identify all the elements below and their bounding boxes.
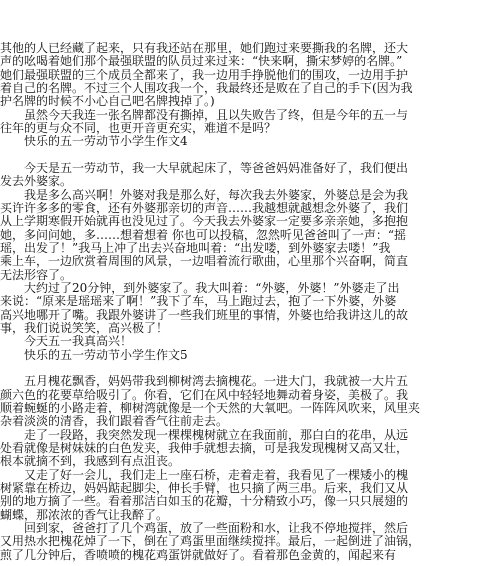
text-line: 她，多问问她，多……想着想着 你也可以投稿，忽然听见爸爸叫了一声：“摇: [0, 228, 406, 242]
text-line: 她们最强联盟的三个成员全都来了，我一边用手挣脱他们的围攻，一边用手护: [0, 68, 409, 82]
text-line: 大约过了20分钟，到外婆家了。我大叫着：“外婆，外婆！”外婆走了出: [0, 282, 400, 295]
text-line: [0, 149, 500, 162]
text-line: 从上学期寒假开始就再也没见过了。今天我去外婆家一定要多亲亲她，多抱抱: [0, 215, 409, 229]
text-line: 护名牌的时候不小心自己吧名牌拽掉了。): [0, 95, 215, 109]
text-line: 瑶，出发了！”我马上冲了出去兴奋地叫着：“出发喽，到外婆家去喽！”我: [0, 242, 391, 255]
text-line: 别的地方摘了一些。看着那洁白如玉的花瓣，十分精致小巧，像一只只展翅的: [0, 495, 409, 509]
text-line: 顺着蜿蜒的小路走着，柳树湾就像是一个天然的大氧吧。一阵阵风吹来，风里夹: [0, 402, 421, 415]
text-line: 煎了几分钟后，香喷喷的槐花鸡蛋饼就做好了。看着那色金黄的，闻起来有: [0, 548, 397, 562]
text-line: 着自己的名牌。不过三个人围攻我一个，我最终还是败在了自己的手下(因为我: [0, 82, 413, 95]
text-line: 杂着淡淡的清香，我们跟着香气往前走去。: [0, 415, 229, 429]
text-line: 根本就摘不到，我感到有点沮丧。: [0, 455, 181, 469]
text-line: 往年的更与众不同，也更开音更充实，难道不是吗？: [0, 122, 277, 135]
text-line: 声的吆喝着她们那个最强联盟的队员过来过来：“快来啊，撕宋梦婷的名牌。”: [0, 55, 403, 69]
text-line: 虽然今天我连一张名牌都没有撕掉，且以失败告了终，但是今年的五一与: [0, 108, 409, 122]
text-line: 回到家，爸爸打了几个鸡蛋，放了一些面粉和水，让我不停地搅拌，然后: [0, 522, 409, 535]
text-line: 走了一段路，我突然发现一棵棵槐树就立在我面前，那白白的花串，从远: [0, 428, 409, 442]
text-line: 买许许多多的零食，还有外婆那亲切的声音……我越想就越想念外婆了，我们: [0, 202, 409, 215]
text-line: 高兴地哪开了嘴。我跟外婆讲了一些我们班里的事情，外婆也给我讲这儿的故: [0, 308, 409, 322]
text-line: 又用热水把槐花焯了一下，倒在了鸡蛋里面继续搅拌。最后，一起倒进了油锅，: [0, 535, 421, 549]
text-line: 无法形容了。: [0, 268, 73, 282]
text-line: 我是多么高兴啊！外婆对我是那么好，每次我去外婆家，外婆总是会为我: [0, 188, 409, 202]
text-line: 又走了好一会儿，我们走上一座石桥，走着走着，我看见了一棵矮小的槐: [0, 468, 409, 482]
text-line: 今天五一我真高兴！: [0, 335, 133, 349]
text-line: 颜六色的花要草给吸引了。你看，它们在风中轻轻地舞动着身姿，美极了。我: [0, 388, 409, 402]
section-heading: 快乐的五一劳动节小学生作文5: [0, 348, 188, 362]
text-line: 乘上车，一边欣赏着周围的风景，一边唱着流行歌曲，心里那个兴奋啊，简直: [0, 255, 409, 269]
text-line: 其他的人已经藏了起来，只有我还站在那里，她们跑过来要撕我的名牌，还大: [0, 42, 409, 55]
text-line: 事，我们说说笑笑，高兴极了！: [0, 322, 169, 335]
text-line: 五月槐花飘香，妈妈带我到柳树湾去摘槐花。一进大门，我就被一大片五: [0, 375, 409, 389]
section-heading: 快乐的五一劳动节小学生作文4: [0, 135, 188, 149]
text-line: 来说：“原来是瑶瑶来了啊！”我下了车，马上跑过去，抱了一下外婆，外婆: [0, 295, 397, 309]
text-line: 发去外婆家。: [0, 175, 73, 189]
text-line: 今天是五一劳动节，我一大早就起床了，等爸爸妈妈准备好了，我们便出: [0, 162, 409, 175]
text-line: 处看就像是树妹妹的白色发夹，我伸手就想去摘，可是我发现槐树又高又壮，: [0, 442, 409, 455]
text-line: 树紧靠在桥边，妈妈踮起脚尖，伸长手臂，也只摘了两三串。后来，我们又从: [0, 482, 409, 495]
text-line: [0, 362, 500, 375]
text-line: 蝴蝶，那浓浓的香气让我醉了。: [0, 508, 169, 522]
